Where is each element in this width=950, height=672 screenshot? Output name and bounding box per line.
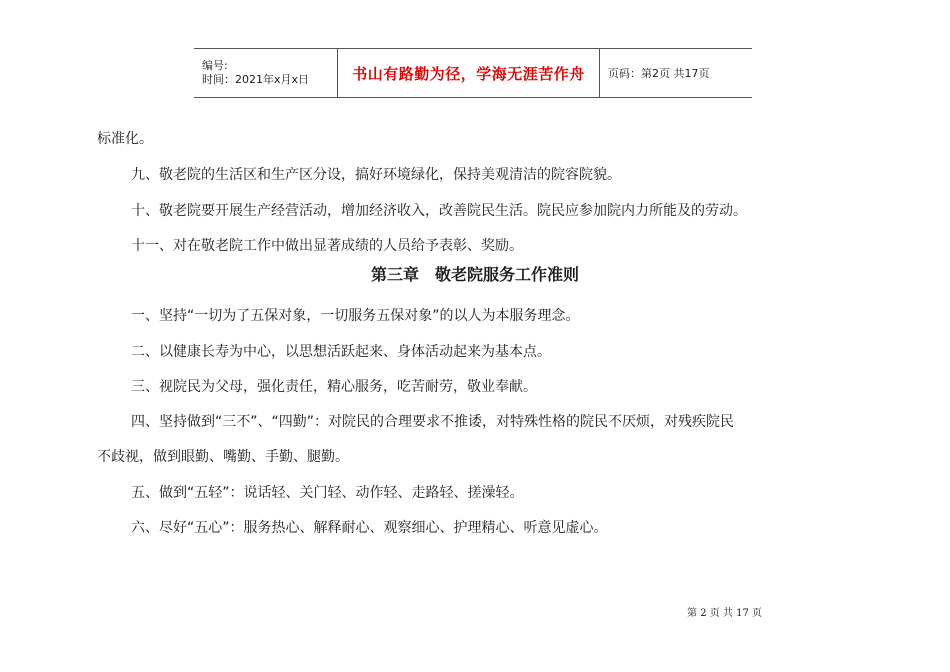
paragraph: 九、敬老院的生活区和生产区分设，搞好环境绿化，保持美观清洁的院容院貌。: [131, 167, 621, 183]
header-page-cell: [600, 49, 752, 97]
paragraph: 标准化。: [97, 131, 153, 147]
number-label: 编号:: [202, 59, 228, 72]
chapter-title: 第三章 敬老院服务工作准则: [370, 265, 579, 284]
paragraph: 五、做到“五轻”：说话轻、关门轻、动作轻、走路轻、搓澡轻。: [131, 485, 524, 501]
paragraph: 三、视院民为父母，强化责任，精心服务，吃苦耐劳，敬业奉献。: [131, 379, 537, 395]
paragraph: 六、尽好“五心”：服务热心、解释耐心、观察细心、护理精心、听意见虚心。: [131, 520, 608, 536]
paragraph-continuation: 不歧视，做到眼勤、嘴勤、手勤、腿勤。: [97, 449, 349, 465]
document-header: [194, 48, 752, 98]
header-motto-cell: [338, 49, 600, 97]
paragraph: 十、敬老院要开展生产经营活动，增加经济收入，改善院民生活。院民应参加院内力所能及的劳动。: [131, 203, 747, 219]
time-label: 时间：2021年x月x日: [202, 73, 310, 86]
motto-text: 书山有路勤为径，学海无涯苦作舟: [352, 64, 585, 83]
paragraph: 一、坚持“一切为了五保对象，一切服务五保对象”的以人为本服务理念。: [131, 308, 580, 324]
header-meta-cell: [194, 49, 338, 97]
paragraph: 二、以健康长寿为中心，以思想活跃起来、身体活动起来为基本点。: [131, 344, 551, 360]
paragraph: 四、坚持做到“三不”、“四勤”：对院民的合理要求不推诿，对特殊性格的院民不厌烦，对残疾院民: [131, 414, 735, 430]
page-footer: 第 2 页 共 17 页: [687, 608, 762, 619]
paragraph: 十一、对在敬老院工作中做出显著成绩的人员给予表彰、奖励。: [131, 238, 523, 254]
page-label: 页码：第2页 共17页: [608, 67, 710, 80]
